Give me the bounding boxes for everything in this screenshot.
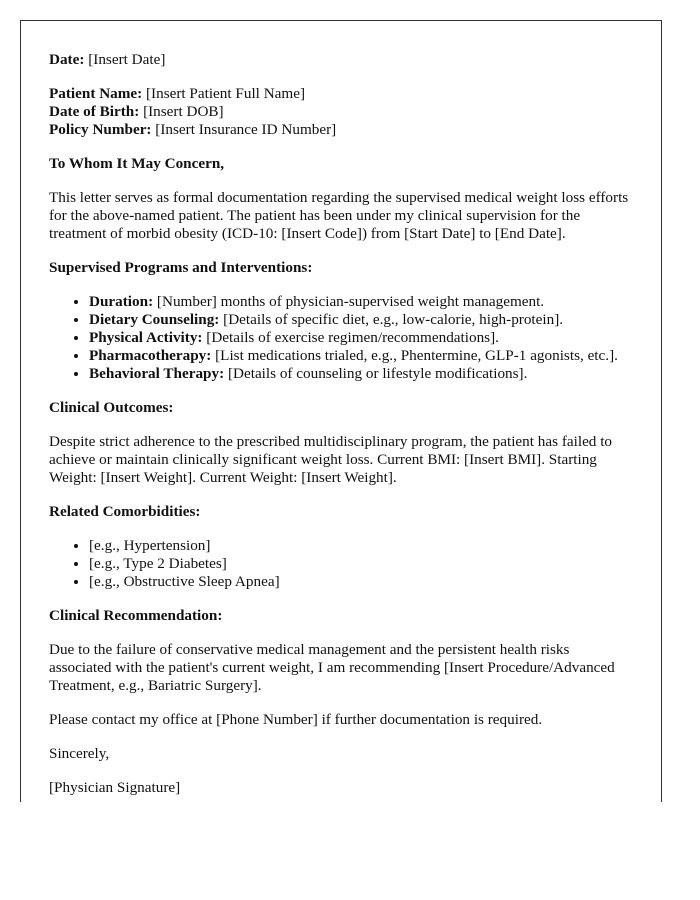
outcomes-heading: Clinical Outcomes:: [49, 399, 174, 416]
dob-line: [49, 103, 633, 121]
item-text: [Details of specific diet, e.g., low-calorie, high-protein].: [219, 311, 564, 328]
item-label: Dietary Counseling:: [89, 311, 220, 328]
date-value: [Insert Date]: [84, 51, 166, 68]
policy-line: [49, 121, 633, 139]
list-item: • [e.g., Hypertension]: [89, 537, 633, 555]
list-item: • [e.g., Obstructive Sleep Apnea]: [89, 573, 633, 591]
list-item: [89, 329, 633, 347]
patient-name-value: [Insert Patient Full Name]: [142, 85, 306, 102]
list-item: • [e.g., Type 2 Diabetes]: [89, 555, 633, 573]
outcomes-paragraph: Despite strict adherence to the prescribed multidisciplinary program, the patient has failed to achieve or maintain clinically significant weight loss. Current BMI: [Insert BMI]. Starting Weight: [Insert Weight]. Current Weight: [Insert Weight].: [49, 433, 613, 486]
patient-info: [49, 85, 633, 139]
recommendation-heading: Clinical Recommendation:: [49, 607, 223, 624]
signature-placeholder: [Physician Signature]: [49, 779, 181, 796]
letter-body: [21, 21, 661, 797]
closing: Sincerely,: [49, 745, 110, 762]
dob-label: Date of Birth:: [49, 103, 140, 120]
programs-list: [49, 293, 633, 383]
policy-value: [Insert Insurance ID Number]: [151, 121, 337, 138]
list-item: [89, 347, 633, 365]
comorbidities-heading: Related Comorbidities:: [49, 503, 201, 520]
patient-name-line: [49, 85, 633, 103]
item-label: Pharmacotherapy:: [89, 347, 212, 364]
intro-paragraph: This letter serves as formal documentation regarding the supervised medical weight loss efforts for the above-named patient. The patient has been under my clinical supervision for the treatment of morbid obesity (ICD-10: [Insert Code]) from [Start Date] to [End Date].: [49, 189, 629, 242]
date-line: [49, 51, 633, 69]
item-text: [List medications trialed, e.g., Phentermine, GLP-1 agonists, etc.].: [211, 347, 618, 364]
item-label: Behavioral Therapy:: [89, 365, 225, 382]
comorbidities-list: [49, 537, 633, 591]
list-item: [89, 293, 633, 311]
item-text: [Details of exercise regimen/recommendations].: [202, 329, 499, 346]
policy-label: Policy Number:: [49, 121, 152, 138]
salutation: To Whom It May Concern,: [49, 155, 225, 172]
item-text: [Number] months of physician-supervised weight management.: [153, 293, 545, 310]
dob-value: [Insert DOB]: [139, 103, 224, 120]
item-text: [Details of counseling or lifestyle modifications].: [224, 365, 528, 382]
date-label: Date:: [49, 51, 85, 68]
letter-document: [20, 20, 662, 802]
item-label: Physical Activity:: [89, 329, 203, 346]
programs-heading: Supervised Programs and Interventions:: [49, 259, 313, 276]
list-item: [89, 311, 633, 329]
list-item: [89, 365, 633, 383]
item-label: Duration:: [89, 293, 154, 310]
patient-name-label: Patient Name:: [49, 85, 143, 102]
recommendation-paragraph: Due to the failure of conservative medical management and the persistent health risks associated with the patient's current weight, I am recommending [Insert Procedure/Advanced Treatment, e.g., Bariatric Surgery].: [49, 641, 615, 694]
contact-paragraph: Please contact my office at [Phone Number] if further documentation is required.: [49, 711, 543, 728]
